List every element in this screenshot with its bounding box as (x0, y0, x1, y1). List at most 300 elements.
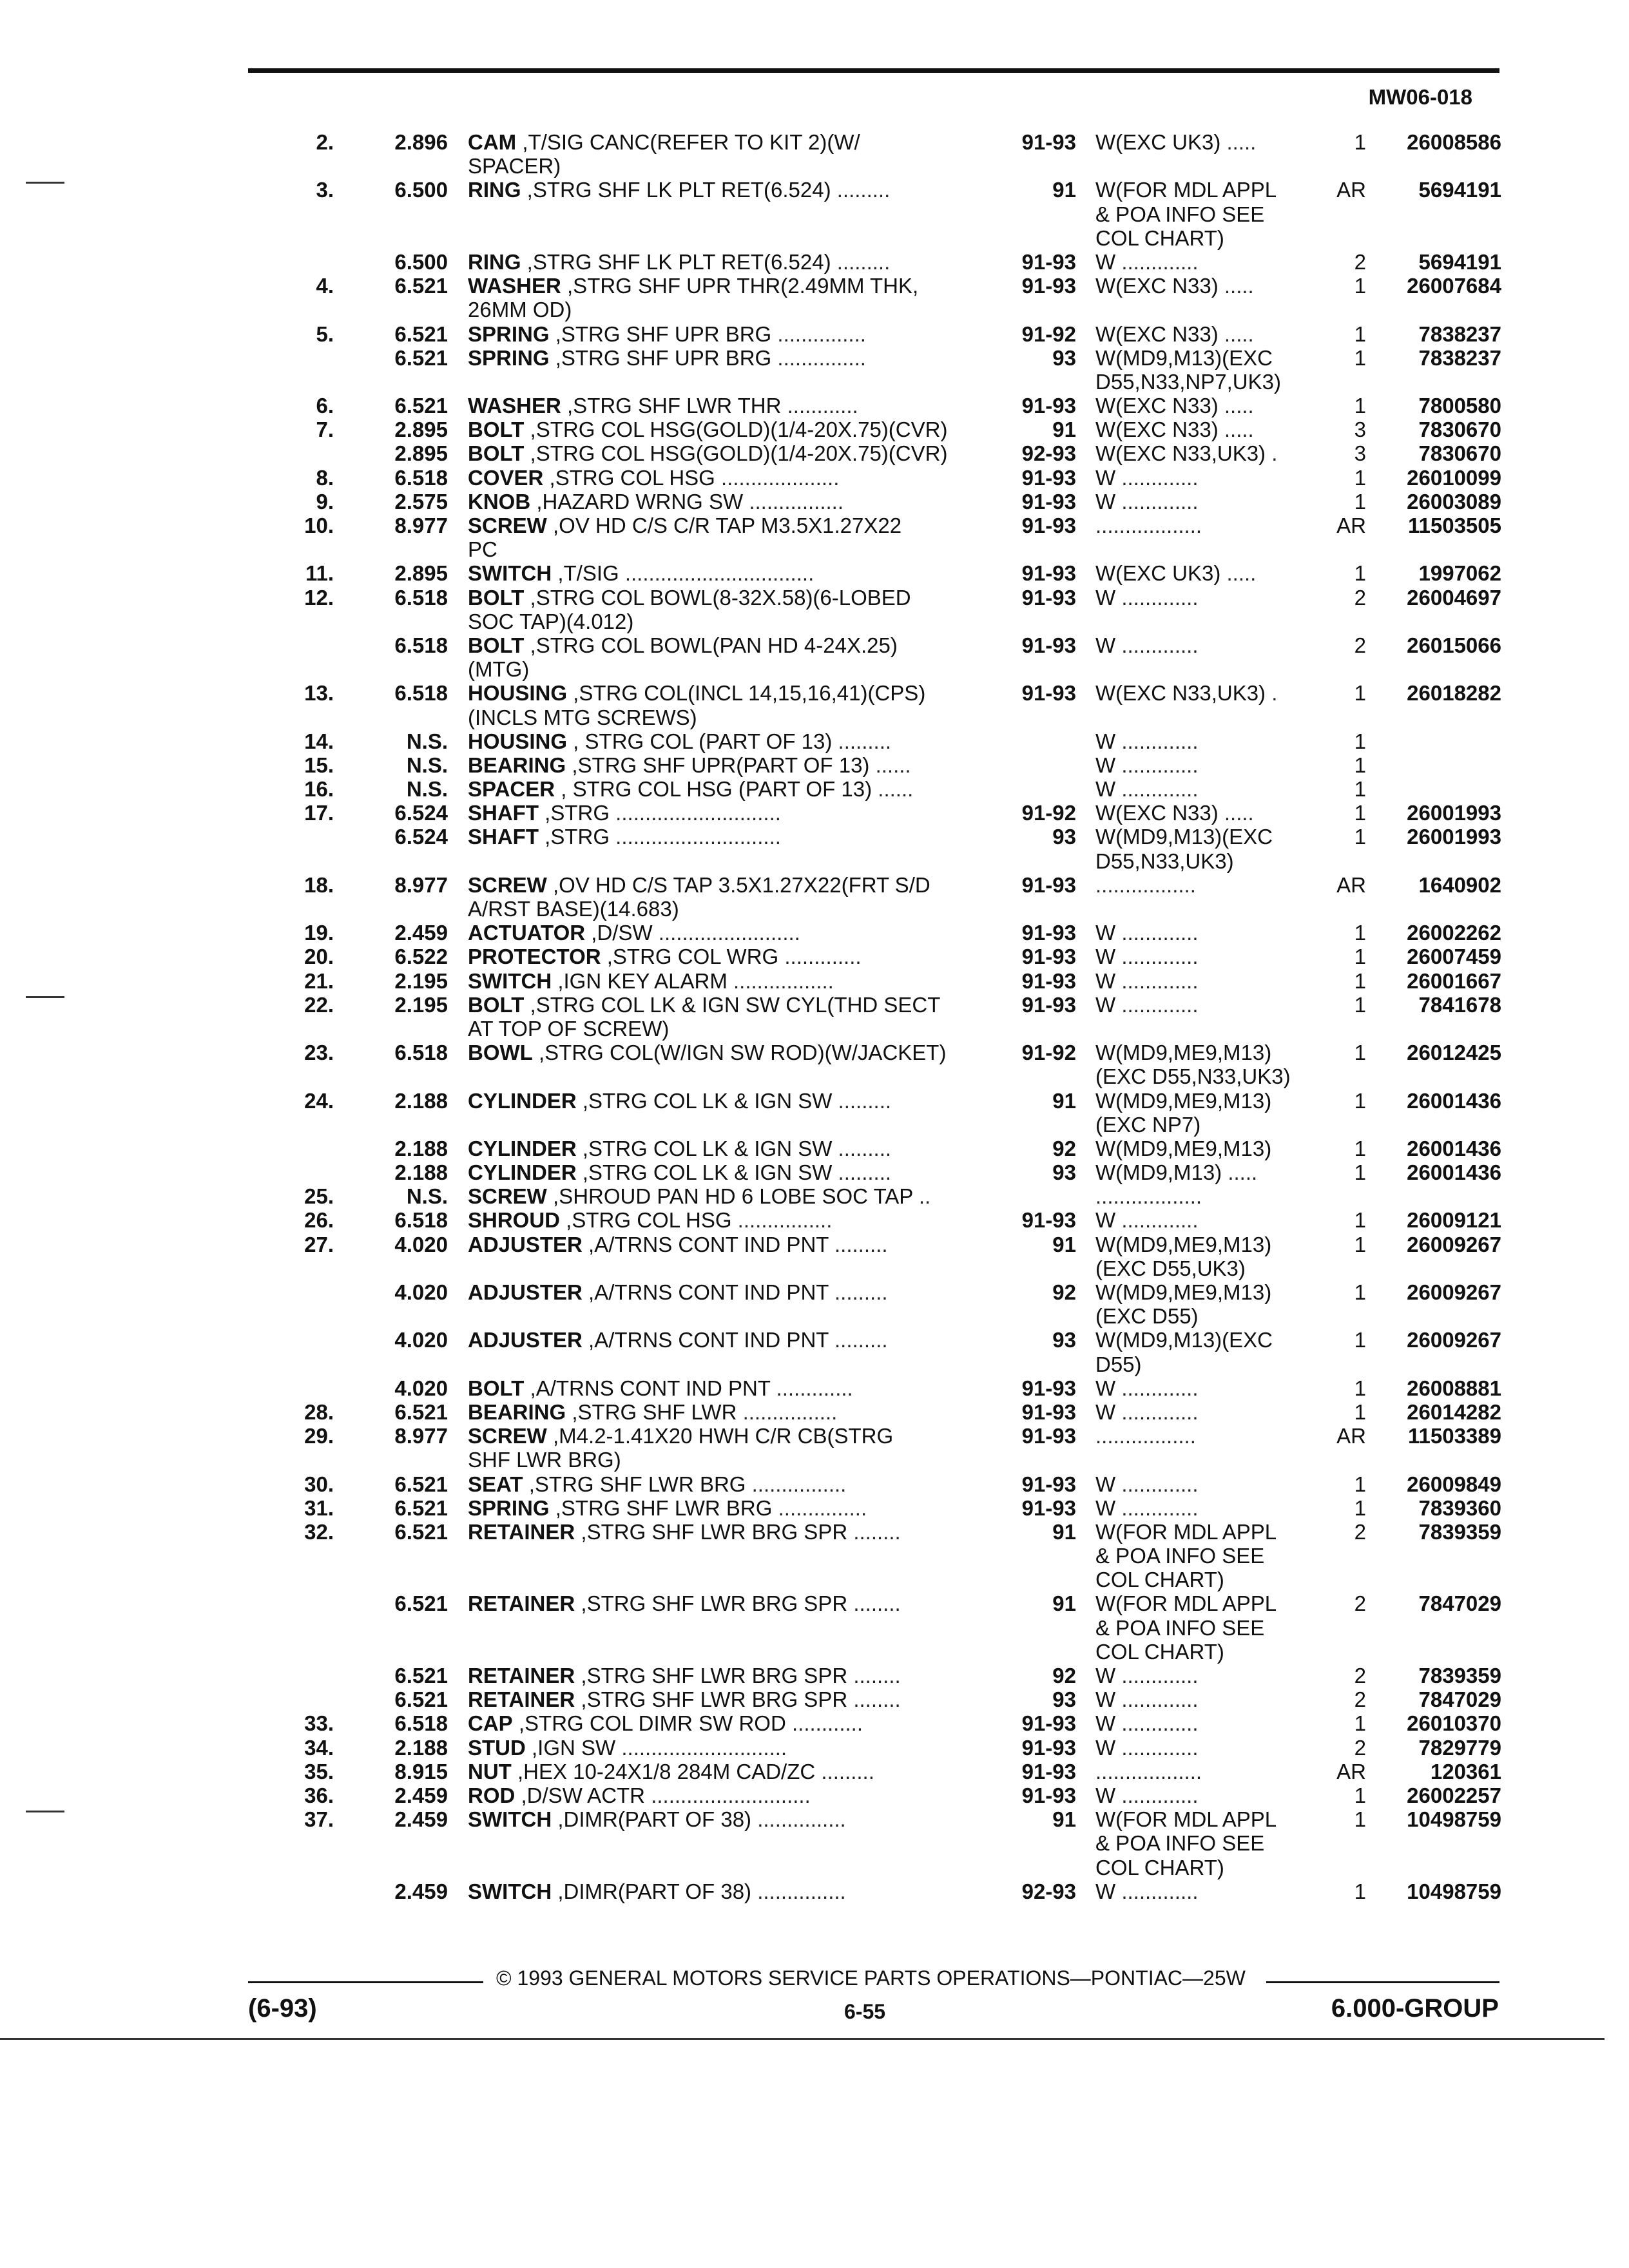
quantity: AR (1336, 514, 1366, 537)
part-number: 26010099 (1407, 465, 1501, 490)
part-number: 26002262 (1407, 921, 1501, 945)
group-number: 8.977 (394, 1424, 448, 1448)
part-description-text: ,D/SW ACTR (515, 1783, 646, 1807)
quantity: 1 (1354, 322, 1366, 346)
application-text: W (1095, 489, 1116, 514)
application-text: W(MD9,ME9,M13) (1095, 1136, 1272, 1160)
part-keyword: RETAINER (468, 1519, 575, 1544)
application-text: W(FOR MDL APPL (1095, 1591, 1277, 1616)
model-years: 91-93 (1021, 992, 1076, 1017)
leader-dots: ............... (771, 322, 866, 346)
part-number: 26008881 (1407, 1376, 1501, 1400)
model-years: 91-93 (1021, 1424, 1076, 1448)
part-number: 7830670 (1418, 441, 1501, 466)
application-text: W(MD9,M13)(EXC (1095, 1328, 1273, 1352)
part-keyword: SHAFT (468, 825, 539, 849)
table-row (0, 945, 1629, 968)
leader-dots: ............... (772, 1495, 867, 1520)
part-description (468, 1472, 846, 1496)
part-number: 7839359 (1418, 1519, 1501, 1544)
item-number: 25. (304, 1184, 334, 1209)
part-number: 7839360 (1418, 1495, 1501, 1520)
table-row (0, 1711, 1629, 1735)
model-years: 93 (1052, 345, 1076, 370)
part-keyword: ADJUSTER (468, 1328, 583, 1352)
application-text: W (1095, 1495, 1116, 1520)
leader-dots: ................. (1095, 872, 1196, 897)
part-description (468, 1376, 853, 1400)
table-row (0, 274, 1629, 298)
part-keyword: ADJUSTER (468, 1280, 583, 1304)
part-keyword: CAP (468, 1711, 513, 1736)
part-description (468, 610, 633, 633)
item-number: 34. (304, 1735, 334, 1760)
leader-dots: ............. (770, 1376, 853, 1400)
part-description (468, 1496, 867, 1520)
part-number: 11503389 (1407, 1424, 1501, 1448)
part-description (468, 418, 947, 441)
part-description-text: ,STRG COL LK & IGN SW (576, 1160, 833, 1185)
table-row (0, 178, 1629, 202)
part-description-text: ,STRG COL LK & IGN SW (576, 1136, 833, 1160)
model-years: 91-93 (1021, 1783, 1076, 1807)
part-description (468, 897, 679, 921)
part-keyword: RETAINER (468, 1664, 575, 1687)
application-text: W (1095, 465, 1116, 490)
part-keyword: BOLT (468, 1376, 525, 1400)
leader-dots: ............. (1115, 1735, 1199, 1760)
model-years: 91-92 (1021, 322, 1076, 346)
quantity: 3 (1354, 441, 1366, 466)
application-text: W(MD9,ME9,M13) (1095, 1041, 1272, 1065)
leader-dots: .................. (1095, 1184, 1202, 1209)
group-number: 6.521 (394, 1495, 448, 1520)
application-text: D55,N33,NP7,UK3) (1095, 369, 1281, 394)
application (1095, 130, 1256, 154)
part-keyword: BOLT (468, 418, 525, 442)
application-text: COL CHART) (1095, 1639, 1224, 1664)
part-description-text: PC (468, 537, 497, 562)
part-description (468, 1879, 846, 1903)
group-number: 4.020 (394, 1328, 448, 1352)
application-text: W (1095, 1376, 1116, 1400)
part-number: 7838237 (1418, 345, 1501, 370)
table-row (0, 1184, 1629, 1208)
group-number: 6.521 (394, 1519, 448, 1544)
group-number: 2.459 (394, 1807, 448, 1832)
table-row (0, 657, 1629, 681)
model-years: 91 (1052, 1088, 1076, 1113)
model-years: 91-93 (1021, 921, 1076, 945)
table-row (0, 394, 1629, 418)
group-number: 2.895 (394, 561, 448, 586)
application-text: W (1095, 1664, 1116, 1687)
leader-dots: ............. (1115, 1495, 1199, 1520)
model-years: 91-93 (1021, 1735, 1076, 1760)
part-description-text: (INCLS MTG SCREWS) (468, 705, 697, 729)
item-number: 9. (316, 489, 334, 514)
table-row (0, 681, 1629, 705)
part-keyword: RETAINER (468, 1687, 575, 1712)
application-text: COL CHART) (1095, 1855, 1224, 1879)
part-description-text: ,A/TRNS CONT IND PNT (582, 1280, 829, 1304)
model-years: 91 (1052, 1591, 1076, 1616)
application (1095, 202, 1264, 226)
part-keyword: ACTUATOR (468, 921, 586, 945)
group-number: 6.518 (394, 681, 448, 706)
application (1095, 1783, 1199, 1807)
quantity: AR (1336, 872, 1366, 897)
application-text: COL CHART) (1095, 226, 1224, 250)
part-description-text: ,STRG COL(W/IGN SW ROD)(W/JACKET) (532, 1041, 947, 1065)
leader-dots: ..... (1220, 561, 1257, 586)
leader-dots: ............. (1115, 633, 1199, 657)
part-keyword: SWITCH (468, 1879, 552, 1903)
leader-dots: ............. (1115, 968, 1199, 993)
part-description (468, 993, 940, 1017)
application-text: (EXC D55,N33,UK3) (1095, 1064, 1291, 1089)
item-number: 35. (304, 1759, 334, 1783)
part-description (468, 561, 814, 585)
application-text: W(MD9,M13) (1095, 1160, 1222, 1185)
leader-dots: ............... (751, 1879, 846, 1903)
part-description-text: ,SHROUD PAN HD 6 LOBE SOC TAP (546, 1184, 913, 1209)
model-years: 91-93 (1021, 1376, 1076, 1400)
item-number: 22. (304, 992, 334, 1017)
part-description (468, 777, 913, 801)
model-years: 92 (1052, 1280, 1076, 1304)
application-text: (EXC D55) (1095, 1304, 1199, 1329)
application (1095, 250, 1199, 274)
group-number: 2.895 (394, 441, 448, 466)
application (1095, 1831, 1264, 1855)
part-description (468, 753, 911, 777)
application-text: W(MD9,ME9,M13) (1095, 1088, 1272, 1113)
model-years: 93 (1052, 1160, 1076, 1185)
application (1095, 1616, 1264, 1640)
application-text: W(EXC N33,UK3) (1095, 681, 1266, 706)
part-number: 7838237 (1418, 322, 1501, 346)
application-text: W (1095, 585, 1116, 610)
model-years: 91-93 (1021, 130, 1076, 154)
table-row (0, 1376, 1629, 1400)
table-row (0, 921, 1629, 945)
part-keyword: SPRING (468, 322, 550, 346)
application (1095, 1352, 1142, 1376)
leader-dots: ........ (847, 1591, 901, 1616)
item-number: 21. (304, 968, 334, 993)
item-number: 5. (316, 322, 334, 346)
table-row (0, 370, 1629, 394)
application (1095, 993, 1199, 1017)
part-description (468, 1760, 874, 1783)
part-description (468, 274, 918, 298)
leader-dots: ......... (832, 1160, 892, 1185)
table-row (0, 825, 1629, 849)
table-row (0, 1496, 1629, 1520)
part-description-text: ,STRG COL(INCL 14,15,16,41)(CPS) (567, 681, 926, 706)
group-number: 6.521 (394, 1591, 448, 1616)
table-row (0, 418, 1629, 441)
part-description (468, 1520, 901, 1544)
application-text: W (1095, 1399, 1116, 1424)
model-years: 91-93 (1021, 585, 1076, 610)
application (1095, 1160, 1257, 1184)
part-description-text: ,STRG COL LK & IGN SW (576, 1088, 833, 1113)
item-number: 2. (316, 130, 334, 154)
model-years: 91-93 (1021, 968, 1076, 993)
leader-dots: ................ (737, 1399, 838, 1424)
part-number: 26001436 (1407, 1160, 1501, 1185)
part-number: 26012425 (1407, 1041, 1501, 1065)
part-description (468, 1783, 811, 1807)
part-description (468, 825, 781, 849)
part-description (468, 969, 834, 993)
table-row (0, 610, 1629, 633)
group-number: N.S. (406, 753, 448, 777)
application (1095, 466, 1199, 490)
application-text: W (1095, 1735, 1116, 1760)
leader-dots: ......... (828, 1232, 888, 1256)
part-number: 1640902 (1418, 872, 1501, 897)
application (1095, 801, 1254, 825)
application-text: W(EXC N33) (1095, 418, 1219, 442)
punch-mark (26, 182, 64, 184)
group-number: 8.915 (394, 1759, 448, 1783)
part-description-text: ,STRG COL LK & IGN SW CYL(THD SECT (524, 992, 941, 1017)
application (1095, 1137, 1271, 1160)
table-row (0, 849, 1629, 873)
part-description (468, 154, 561, 178)
table-row (0, 1304, 1629, 1328)
model-years: 91-93 (1021, 633, 1076, 657)
part-description (468, 801, 781, 825)
part-description (468, 1280, 888, 1304)
application (1095, 873, 1196, 897)
table-row (0, 1424, 1629, 1448)
group-number: 8.977 (394, 872, 448, 897)
leader-dots: ............. (1115, 1472, 1199, 1496)
table-row (0, 969, 1629, 993)
application (1095, 1760, 1202, 1783)
application (1095, 1233, 1271, 1256)
model-years: 92 (1052, 1664, 1076, 1687)
leader-dots: ........................... (645, 1783, 811, 1807)
part-number: 7800580 (1418, 394, 1501, 418)
application-text: D55,N33,UK3) (1095, 849, 1234, 873)
group-number: 6.518 (394, 1041, 448, 1065)
table-row (0, 1233, 1629, 1256)
table-row (0, 1736, 1629, 1760)
part-description (468, 1448, 621, 1472)
quantity: 1 (1354, 274, 1366, 298)
part-number: 26007459 (1407, 945, 1501, 969)
part-description (468, 657, 529, 681)
leader-dots: .. (912, 1184, 931, 1209)
part-number: 7847029 (1418, 1687, 1501, 1712)
group-number: N.S. (406, 1184, 448, 1209)
part-description-text: A/RST BASE)(14.683) (468, 897, 679, 921)
application-text: & POA INFO SEE (1095, 202, 1265, 226)
part-keyword: BOLT (468, 441, 525, 466)
part-description-text: ,A/TRNS CONT IND PNT (582, 1328, 829, 1352)
quantity: 1 (1354, 1088, 1366, 1113)
group-number: 6.518 (394, 1711, 448, 1736)
table-row (0, 1400, 1629, 1424)
quantity: AR (1336, 1759, 1366, 1783)
application (1095, 1064, 1291, 1088)
table-row (0, 1352, 1629, 1376)
leader-dots: . (1266, 441, 1278, 466)
application-text: W (1095, 1711, 1116, 1736)
part-number: 7841678 (1418, 992, 1501, 1017)
table-row (0, 1137, 1629, 1160)
footer-rule-right (1266, 1981, 1499, 1983)
part-description-text: ,A/TRNS CONT IND PNT (524, 1376, 771, 1400)
application (1095, 1328, 1273, 1352)
leader-dots: ..... (1220, 130, 1257, 154)
part-keyword: CYLINDER (468, 1160, 577, 1185)
part-description-text: (MTG) (468, 657, 530, 682)
table-row (0, 633, 1629, 657)
application (1095, 490, 1199, 514)
application-text: W (1095, 1687, 1116, 1712)
part-keyword: SPRING (468, 345, 550, 370)
leader-dots: ................. (727, 968, 834, 993)
part-keyword: PROTECTOR (468, 945, 601, 969)
part-description-text: ,T/SIG (552, 561, 619, 586)
leader-dots: ...... (869, 753, 911, 777)
application (1095, 1736, 1199, 1760)
application-text: (EXC D55,UK3) (1095, 1256, 1246, 1280)
part-keyword: SPRING (468, 1495, 550, 1520)
application (1095, 825, 1273, 849)
application (1095, 1376, 1199, 1400)
part-keyword: HOUSING (468, 729, 568, 753)
application (1095, 681, 1277, 705)
model-years: 91 (1052, 418, 1076, 442)
group-number: 6.522 (394, 945, 448, 969)
application (1095, 370, 1281, 394)
leader-dots: .................. (1095, 1759, 1202, 1783)
part-description (468, 1160, 891, 1184)
table-row (0, 1591, 1629, 1615)
leader-dots: ............... (771, 345, 866, 370)
model-years: 91-93 (1021, 1759, 1076, 1783)
table-row (0, 1568, 1629, 1591)
application-text: COL CHART) (1095, 1568, 1224, 1592)
application (1095, 1856, 1224, 1879)
part-description (468, 441, 947, 465)
leader-dots: ................ (731, 1208, 833, 1233)
part-keyword: SCREW (468, 514, 547, 537)
application-text: W(MD9,ME9,M13) (1095, 1280, 1272, 1304)
application (1095, 346, 1273, 370)
application-text: W (1095, 968, 1116, 993)
part-description-text: ,T/SIG CANC(REFER TO KIT 2)(W/ (516, 130, 860, 154)
part-description (468, 1017, 669, 1041)
leader-dots: ............. (1115, 1783, 1199, 1807)
application (1095, 633, 1199, 657)
quantity: 1 (1354, 945, 1366, 969)
application-text: W(EXC N33) (1095, 801, 1219, 825)
part-description (468, 346, 866, 370)
model-years: 91-93 (1021, 945, 1076, 969)
model-years: 93 (1052, 1328, 1076, 1352)
application-text: W(EXC UK3) (1095, 561, 1221, 586)
quantity: 2 (1354, 1664, 1366, 1687)
application (1095, 418, 1254, 441)
table-row (0, 1280, 1629, 1304)
group-number: 8.977 (394, 514, 448, 537)
leader-dots: ............. (1115, 585, 1199, 610)
application-text: & POA INFO SEE (1095, 1831, 1265, 1856)
quantity: 1 (1354, 921, 1366, 945)
part-description (468, 250, 890, 274)
part-keyword: NUT (468, 1759, 512, 1783)
model-years: 93 (1052, 1687, 1076, 1712)
part-description-text: ,IGN KEY ALARM (552, 968, 728, 993)
part-description-text: AT TOP OF SCREW) (468, 1016, 670, 1041)
part-description (468, 1089, 891, 1113)
quantity: 1 (1354, 968, 1366, 993)
group-number: 6.518 (394, 465, 448, 490)
application-text: W(EXC N33) (1095, 394, 1219, 418)
part-number: 26004697 (1407, 585, 1501, 610)
part-number: 26018282 (1407, 681, 1501, 706)
top-rule (248, 68, 1499, 73)
part-keyword: CYLINDER (468, 1088, 577, 1113)
model-years: 91 (1052, 1807, 1076, 1832)
part-description-text: ,STRG (539, 801, 610, 825)
part-description-text: ,STRG COL DIMR SW ROD (512, 1711, 786, 1736)
item-number: 24. (304, 1088, 334, 1113)
model-years: 92-93 (1021, 441, 1076, 466)
part-description (468, 706, 697, 729)
table-row (0, 1640, 1629, 1664)
table-row (0, 1328, 1629, 1352)
quantity: 1 (1354, 345, 1366, 370)
item-number: 26. (304, 1208, 334, 1233)
application-text: W (1095, 1783, 1116, 1807)
part-description (468, 490, 843, 514)
quantity: 2 (1354, 633, 1366, 657)
application (1095, 1807, 1277, 1831)
quantity: 3 (1354, 418, 1366, 442)
leader-dots: ............. (1115, 777, 1199, 802)
quantity: 1 (1354, 1879, 1366, 1903)
leader-dots: ..... (1218, 394, 1254, 418)
leader-dots: ............. (1115, 1208, 1199, 1233)
part-number: 26014282 (1407, 1399, 1501, 1424)
part-description-text: ,IGN SW (525, 1735, 616, 1760)
leader-dots: ............. (1115, 1879, 1199, 1903)
part-description-text: ,STRG COL HSG (560, 1208, 732, 1233)
part-number: 26007684 (1407, 274, 1501, 298)
quantity: 1 (1354, 1136, 1366, 1160)
quantity: 1 (1354, 561, 1366, 586)
part-number: 26002257 (1407, 1783, 1501, 1807)
quantity: 2 (1354, 1735, 1366, 1760)
application (1095, 1472, 1199, 1496)
application-text: W (1095, 1472, 1116, 1496)
leader-dots: ..... (1218, 322, 1254, 346)
leader-dots: ................................ (619, 561, 815, 586)
application-text: & POA INFO SEE (1095, 1615, 1265, 1640)
group-number: 2.575 (394, 489, 448, 514)
application (1095, 753, 1199, 777)
model-years: 91-93 (1021, 274, 1076, 298)
